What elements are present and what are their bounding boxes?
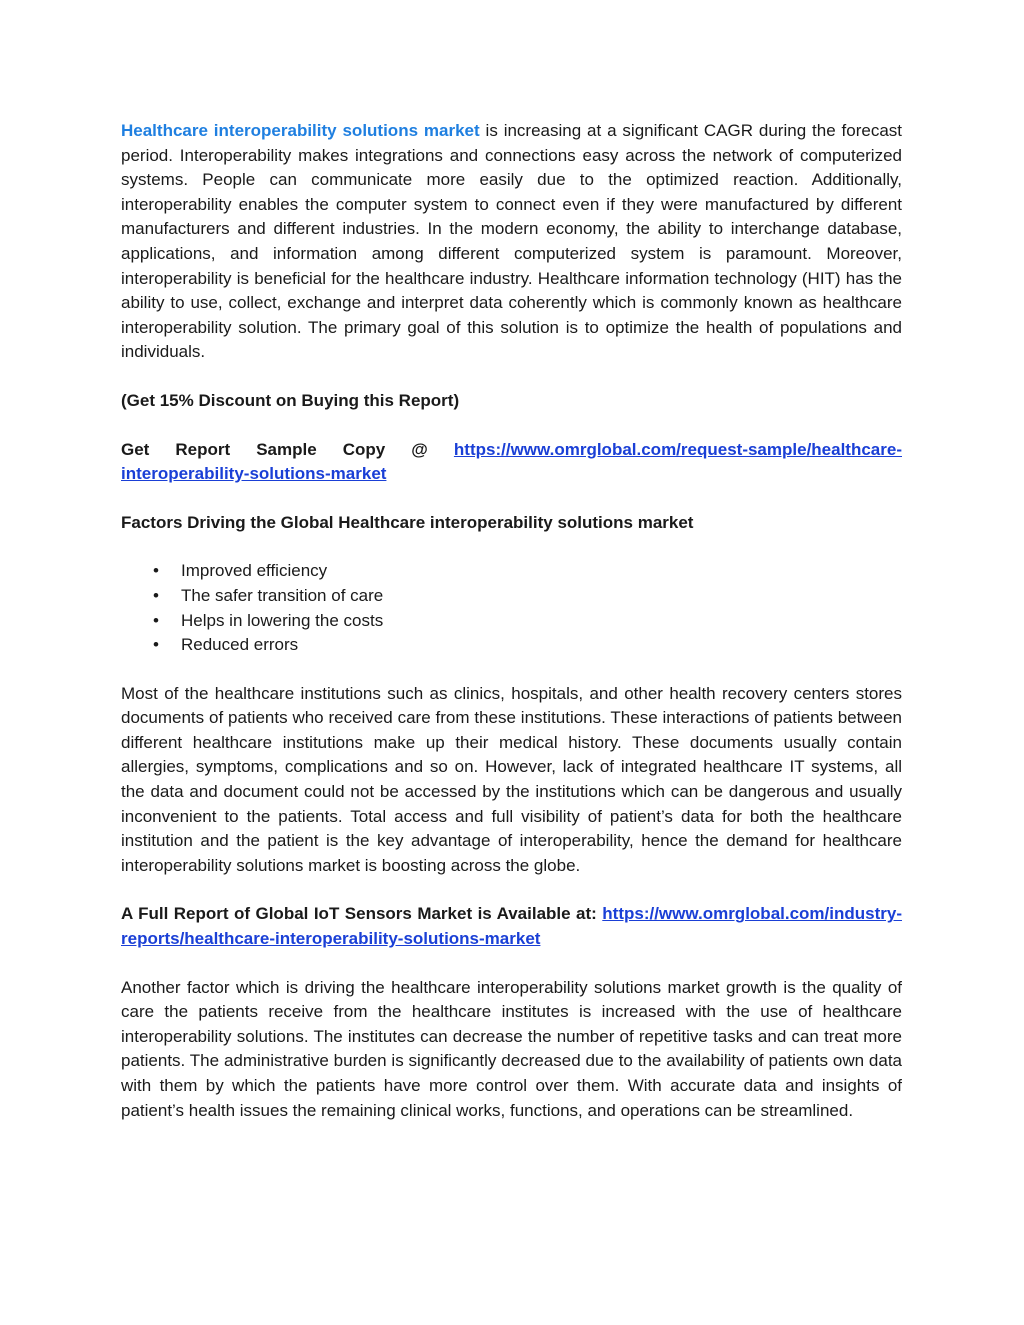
- sample-label: Get Report Sample Copy @: [121, 439, 454, 459]
- list-item: • The safer transition of care: [181, 584, 902, 609]
- intro-paragraph: [121, 119, 902, 365]
- intro-body: is increasing at a significant CAGR during the forecast period. Interoperability makes integrations and connections easy across the network of computerized systems. People can communicate more easily due to the optimized reaction. Additionally, interoperability enables the computer system to connect even if they were manufactured by different manufacturers and different industries. In the modern economy, the ability to interchange database, applications, and information among different computerized system is paramount. Moreover, interoperability is beneficial for the healthcare industry. Healthcare information technology (HIT) has the ability to use, collect, exchange and interpret data coherently which is commonly known as healthcare interoperability solution. The primary goal of this solution is to optimize the health of populations and individuals.: [121, 121, 902, 362]
- growth-paragraph: Another factor which is driving the healthcare interoperability solutions market growth is the quality of care the patients receive from the healthcare institutes is increased with the use of healthcare interoperability solutions. The institutes can decrease the number of repetitive tasks and can treat more patients. The administrative burden is significantly decreased due to the availability of patients own data with them by which the patients have more control over them. With accurate data and insights of patient’s health issues the remaining clinical works, functions, and operations can be streamlined.: [121, 977, 902, 1120]
- list-item: • Reduced errors: [181, 633, 902, 658]
- factors-list: [121, 559, 902, 657]
- full-report-url-link[interactable]: https://www.omrglobal.com/industry-reports/healthcare-interoperability-solutions-market: [121, 904, 902, 949]
- market-link[interactable]: Healthcare interoperability solutions market: [121, 121, 480, 140]
- full-report-line: [121, 902, 902, 951]
- sample-url-link[interactable]: https://www.omrglobal.com/request-sample/healthcare-interoperability-solutions-market: [121, 439, 902, 484]
- list-item: • Helps in lowering the costs: [181, 609, 902, 634]
- discount-note: (Get 15% Discount on Buying this Report): [121, 390, 460, 410]
- document-page: [121, 119, 902, 1147]
- full-report-label: A Full Report of Global IoT Sensors Market is Available at:: [121, 904, 603, 924]
- list-item: • Improved efficiency: [181, 559, 902, 584]
- sample-copy-line: [121, 438, 902, 487]
- institutions-paragraph: Most of the healthcare institutions such as clinics, hospitals, and other health recovery centers stores documents of patients who received care from these institutions. These interactions of patients between different healthcare institutions make up their medical history. These documents usually contain allergies, symptoms, complications and so on. However, lack of integrated healthcare IT systems, all the data and document could not be accessed by the institutions which can be dangerous and usually inconvenient to the patients. Total access and full visibility of patient’s data for both the healthcare institution and the patient is the key advantage of interoperability, hence the demand for healthcare interoperability solutions market is boosting across the globe.: [121, 683, 902, 875]
- factors-heading: Factors Driving the Global Healthcare interoperability solutions market: [121, 512, 694, 532]
